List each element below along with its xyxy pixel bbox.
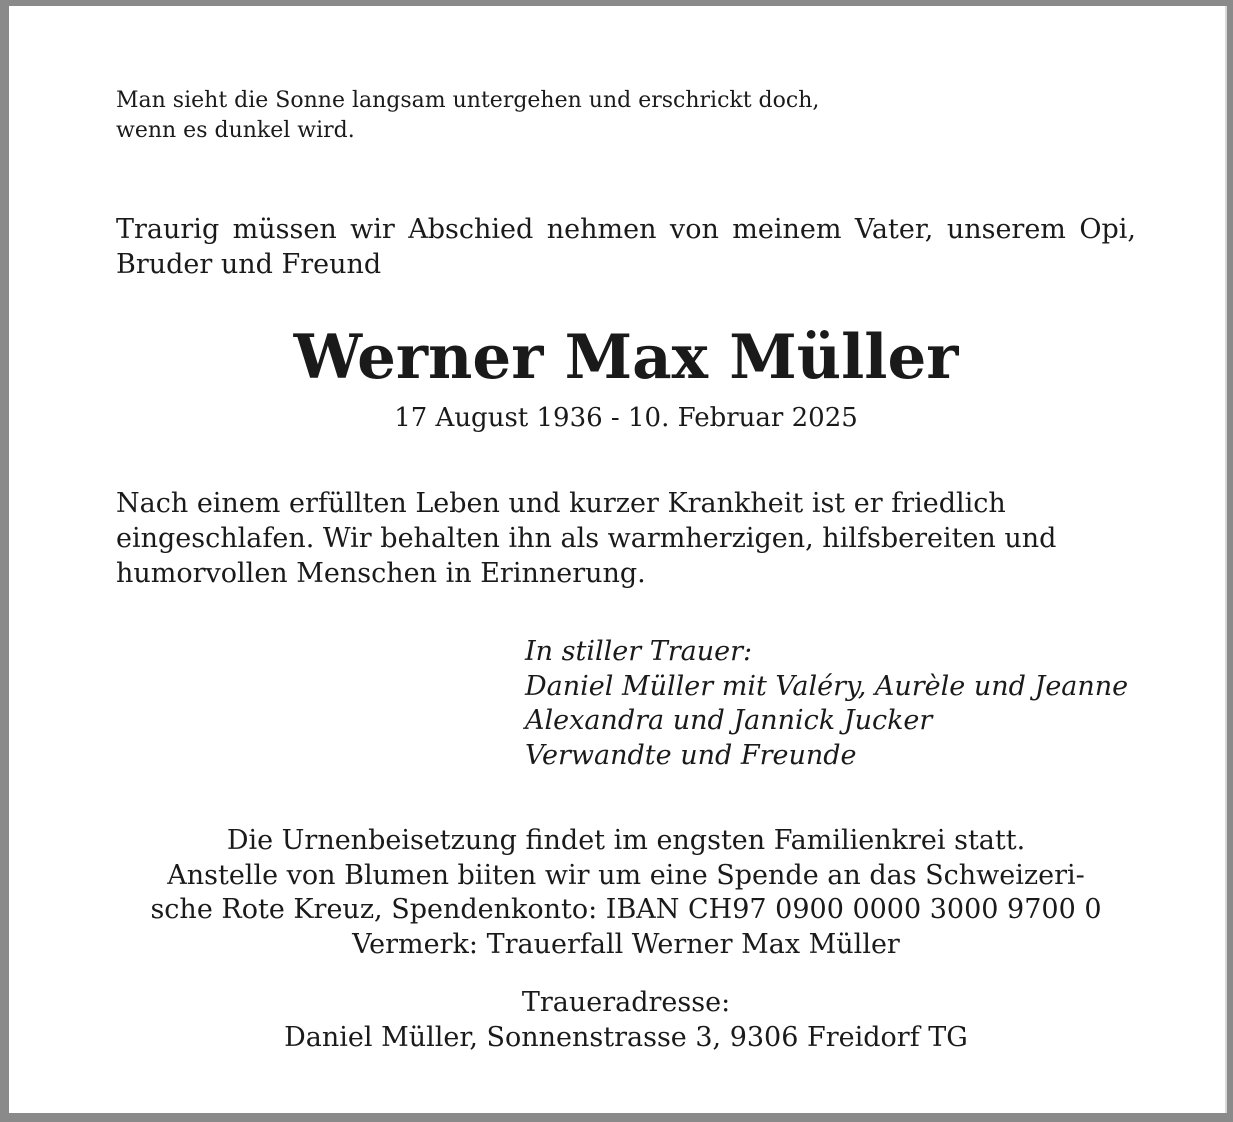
motto-line: Man sieht die Sonne langsam untergehen und erschrickt doch, bbox=[116, 88, 820, 113]
motto-quote bbox=[116, 86, 1136, 146]
mourning-address bbox=[116, 986, 1136, 1055]
deceased-name: Werner Max Müller bbox=[293, 322, 959, 393]
message-line: eingeschlafen. Wir behalten ihn als warmherzigen, hilfsbereiten und bbox=[116, 523, 1057, 554]
mourners-heading: In stiller Trauer: bbox=[525, 636, 753, 667]
notice-line: sche Rote Kreuz, Spendenkonto: IBAN CH97 0900 0000 3000 9700 0 bbox=[150, 894, 1102, 925]
notice-line: Vermerk: Trauerfall Werner Max Müller bbox=[352, 928, 900, 960]
mourner-line: Alexandra und Jannick Jucker bbox=[525, 705, 933, 736]
mourners-block bbox=[525, 635, 1145, 773]
mourner-line: Verwandte und Freunde bbox=[525, 739, 857, 771]
life-dates: 17 August 1936 - 10. Februar 2025 bbox=[394, 403, 858, 433]
funeral-notice bbox=[116, 824, 1136, 962]
message-line: Nach einem erfüllten Leben und kurzer Krankheit ist er friedlich bbox=[116, 488, 1006, 519]
notice-line: Anstelle von Blumen biiten wir um eine Spende an das Schweizeri- bbox=[167, 859, 1085, 891]
motto-line: wenn es dunkel wird. bbox=[116, 118, 355, 143]
message-paragraph bbox=[116, 486, 1136, 591]
address-label: Traueradresse: bbox=[521, 987, 731, 1018]
message-line: humorvollen Menschen in Erinnerung. bbox=[116, 558, 646, 589]
intro-text: Traurig müssen wir Abschied nehmen von meinem Vater, unserem Opi, Bruder und Freund bbox=[116, 214, 1136, 280]
mourner-line: Daniel Müller mit Valéry, Aurèle und Jeanne bbox=[525, 670, 1129, 702]
address-value: Daniel Müller, Sonnenstrasse 3, 9306 Freidorf TG bbox=[284, 1021, 968, 1053]
notice-line: Die Urnenbeisetzung findet im engsten Familienkrei statt. bbox=[226, 825, 1026, 856]
